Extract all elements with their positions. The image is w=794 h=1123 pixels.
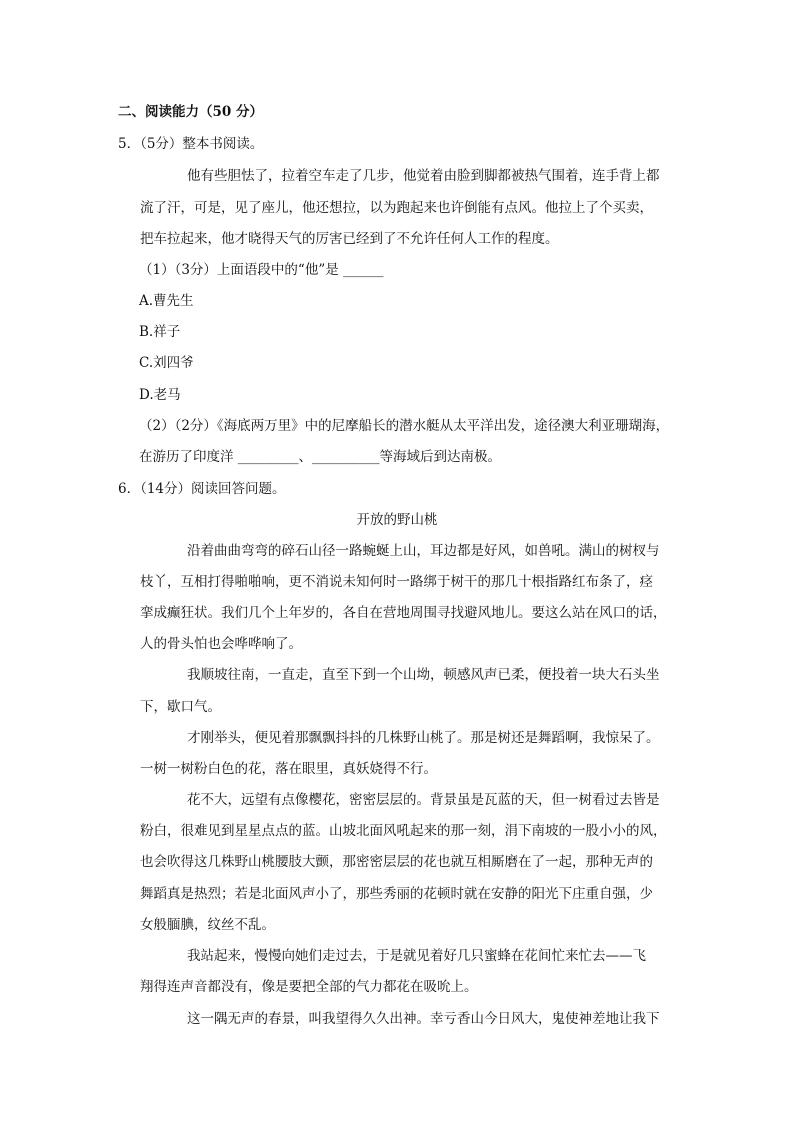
option-d: D.老马 [139, 387, 181, 403]
article-line: 我顺坡往南，一直走，直至下到一个山坳，顿感风声已柔，便投着一块大石头坐 [187, 667, 660, 683]
article-line: 下，歇口气。 [140, 699, 221, 715]
option-a: A.曹先生 [139, 293, 194, 309]
section-title: 二、阅读能力（50 分） [118, 104, 263, 120]
q5-passage-line: 把车拉起来，他才晓得天气的厉害已经到了不允许任何人工作的程度。 [140, 231, 559, 247]
article-line: 也会吹得这几株野山桃腰肢大颤，那密密层层的花也就互相厮磨在了一起，那种无声的 [140, 854, 653, 870]
q5-sub-question-2-cont: 在游历了印度洋 _________、__________等海域后到达南极。 [139, 449, 502, 465]
q5-passage-line: 流了汗，可是，见了座儿，他还想拉，以为跑起来也许倒能有点风。他拉上了个买卖， [140, 200, 653, 216]
option-b: B.祥子 [139, 324, 181, 340]
question-5-header: 5．（5分）整本书阅读。 [118, 136, 264, 152]
q5-sub-question-2: （2）（2分）《海底两万里》中的尼摩船长的潜水艇从太平洋出发，途径澳大利亚珊瑚海， [139, 418, 670, 434]
article-line: 翔得连声音都没有，像是要把全部的气力都花在吸吮上。 [140, 979, 478, 995]
article-line: 人的骨头怕也会哗哗响了。 [140, 636, 302, 652]
article-line: 枝丫，互相打得啪啪响，更不消说未知何时一路绑于树干的那几十根指路红布条了，痉 [140, 574, 653, 590]
article-line: 女般腼腆，纹丝不乱。 [140, 917, 275, 933]
article-line: 才刚举头，便见着那飘飘抖抖的几株野山桃了。那是树还是舞蹈啊，我惊呆了。 [187, 730, 660, 746]
article-line: 舞蹈真是热烈；若是北面风声小了，那些秀丽的花顿时就在安静的阳光下庄重自强，少 [140, 886, 653, 902]
option-c: C.刘四爷 [139, 355, 194, 371]
article-line: 粉白，很难见到星星点点的蓝。山坡北面风吼起来的那一刻，涓下南坡的一股小小的风， [140, 823, 667, 839]
article-line: 沿着曲曲弯弯的碎石山径一路蜿蜒上山，耳边都是好风，如兽吼。满山的树杈与 [187, 543, 660, 559]
question-6-header: 6．（14分）阅读回答问题。 [118, 481, 286, 497]
q5-sub-question-1: （1）（3分）上面语段中的“他”是 ______ [139, 262, 384, 278]
article-title: 开放的野山桃 [356, 512, 438, 528]
article-line: 花不大，远望有点像樱花，密密层层的。背景虽是瓦蓝的天，但一树看过去皆是 [187, 792, 660, 808]
article-line: 这一隅无声的春景，叫我望得久久出神。幸亏香山今日风大，鬼使神差地让我下 [187, 1011, 660, 1027]
article-line: 一树一树粉白色的花，落在眼里，真妖娆得不行。 [140, 761, 437, 777]
q5-passage-line: 他有些胆怯了，拉着空车走了几步，他觉着由脸到脚都被热气围着，连手背上都 [187, 168, 660, 184]
article-line: 我站起来，慢慢向她们走过去，于是就见着好几只蜜蜂在花间忙来忙去——飞 [187, 948, 646, 964]
article-line: 挛成癫狂状。我们几个上年岁的，各自在营地周围寻找避风地儿。要这么站在风口的话， [140, 605, 667, 621]
